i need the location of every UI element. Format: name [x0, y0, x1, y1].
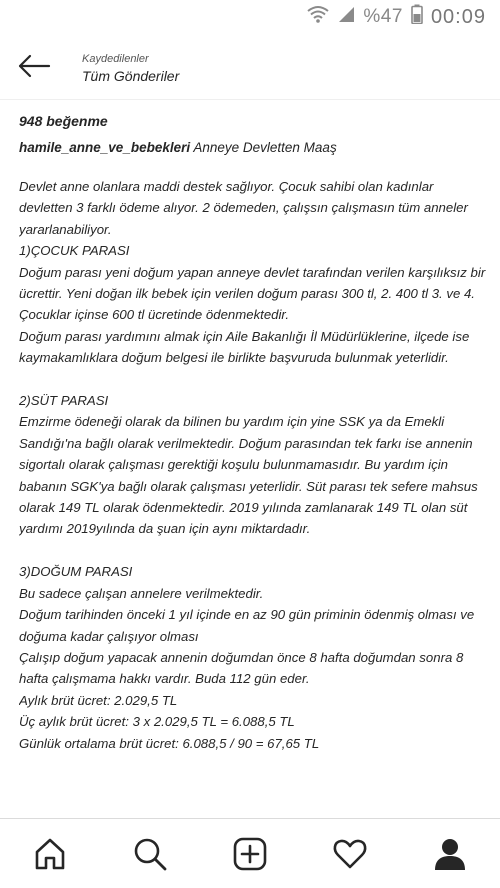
battery-icon — [411, 4, 423, 30]
paragraph-spacer — [19, 369, 487, 390]
header-subtitle: Kaydedilenler — [82, 53, 149, 65]
heart-icon — [332, 836, 368, 872]
bottom-tab-bar — [0, 818, 500, 888]
back-button[interactable] — [10, 42, 58, 90]
section-title-dogum: 3)DOĞUM PARASI — [19, 564, 133, 580]
profile-icon — [432, 836, 468, 872]
caption-body — [19, 176, 487, 754]
section-title-cocuk: 1)ÇOCUK PARASI — [19, 243, 130, 259]
back-arrow-icon — [17, 54, 51, 78]
section-text: Çalışıp doğum yapacak annenin doğumdan önce 8 hafta doğumdan sonra 8 hafta çalışmama hakkı vardır. Buda 112 gün eder. — [19, 649, 464, 687]
tab-activity[interactable] — [320, 824, 380, 884]
clock: 00:09 — [430, 5, 486, 28]
section-text: Aylık brüt ücret: 2.029,5 TL — [19, 692, 178, 708]
caption-title: Anneye Devletten Maaş — [190, 140, 337, 155]
paragraph-spacer — [19, 540, 487, 561]
add-post-icon — [232, 836, 268, 872]
section-text: Üç aylık brüt ücret: 3 x 2.029,5 TL = 6.088,5 TL — [19, 714, 295, 730]
section-text: Doğum tarihinden önceki 1 yıl içinde en az 90 gün priminin ödenmiş olması ve doğuma kadar çalışıyor olması — [19, 607, 475, 644]
caption-intro: Devlet anne olanlara maddi destek sağlıyor. Çocuk sahibi olan kadınlar devletten 3 farklı ödeme alıyor. 2 ödemeden, çalışsın çalışmasın tüm anneler yararlanabiliyor. — [19, 179, 468, 237]
signal-icon — [337, 5, 355, 29]
section-text: Emzirme ödeneği olarak da bilinen bu yardım için yine SSK ya da Emekli Sandığı'na bağlı olarak verilmektedir. Doğum parasından tek farkı ise annenin sigortalı olarak çalışması gerektiği koşulu bulunmamasıdır. Bu yardım için babanın SGK'ya bağlı olarak çalışması yeterlidir. Süt parası tek sefere mahsus olarak 149 TL olarak ödenmektedir. 2019 yılında zamlanarak 149 TL olan süt yardımı 2019yılında da şuan için aynı miktardadır. — [19, 414, 478, 537]
search-icon — [132, 836, 168, 872]
likes-count[interactable]: 948 beğenme — [19, 113, 108, 129]
section-text: Bu sadece çalışan annelere verilmektedir. — [19, 585, 264, 601]
tab-new-post[interactable] — [220, 824, 280, 884]
status-indicators — [307, 0, 486, 34]
post-content — [19, 108, 487, 816]
home-icon — [32, 836, 68, 872]
header-title: Tüm Gönderiler — [82, 68, 180, 84]
wifi-icon — [307, 5, 329, 29]
header-titles — [82, 52, 179, 86]
section-text: Doğum parası yeni doğum yapan anneye devlet tarafından verilen karşılıksız bir ücrettir. Yeni doğan ilk bebek için verilen doğum parası 300 tl, 2. 400 tl 3. ve 4. Çocuklar içinse 600 tl ücretinde ödenmektedir. — [19, 264, 486, 323]
username-link[interactable]: hamile_anne_ve_bebekleri — [19, 140, 191, 155]
header-divider — [0, 99, 500, 100]
status-bar — [0, 0, 500, 34]
section-text: Doğum parası yardımını almak için Aile Bakanlığı İl Müdürlüklerine, ilçede ise kaymakamlıklara doğum belgesi ile birlikte başvuruda bulunmak yeterlidir. — [19, 328, 470, 366]
tab-profile[interactable] — [420, 824, 480, 884]
nav-header — [0, 34, 500, 100]
tab-home[interactable] — [20, 824, 80, 884]
section-title-sut: 2)SÜT PARASI — [19, 393, 109, 409]
battery-percent: %47 — [363, 6, 403, 27]
caption-header — [19, 138, 487, 158]
section-text: Günlük ortalama brüt ücret: 6.088,5 / 90 = 67,65 TL — [19, 735, 320, 751]
tab-search[interactable] — [120, 824, 180, 884]
